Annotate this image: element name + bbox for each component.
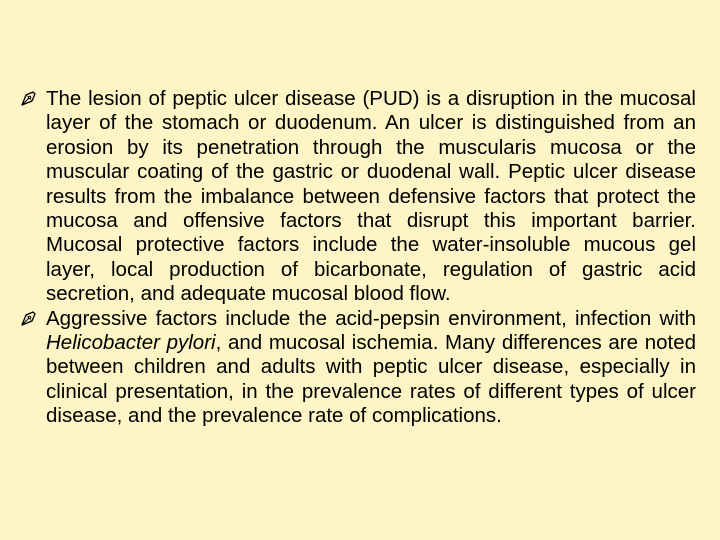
pen-nib-icon <box>20 309 38 327</box>
bullet-item <box>20 87 696 307</box>
bullet-item <box>20 307 696 429</box>
bullet-text-part: Aggressive factors include the acid-pepsin environment, infection with <box>46 306 696 330</box>
bullet-list <box>20 87 696 429</box>
bullet-text <box>46 307 696 429</box>
bullet-text: The lesion of peptic ulcer disease (PUD) is a disruption in the mucosal layer of the stomach or duodenum. An ulcer is distinguished from an erosion by its penetration through the muscularis mucosa or the muscular coating of the gastric or duodenal wall. Peptic ulcer disease results from the imbalance between defensive factors that protect the mucosa and offensive factors that disrupt this important barrier. Mucosal protective factors include the water-insoluble mucous gel layer, local production of bicarbonate, regulation of gastric acid secretion, and adequate mucosal blood flow. <box>46 87 696 306</box>
pen-nib-icon <box>20 89 38 107</box>
organism-name: Helicobacter pylori <box>46 331 216 355</box>
bullet-text-part: , and mucosal ischemia. Many differences are noted between children and adults with peptic ulcer disease, especially in clinical presentation, in the prevalence rates of different types of ulcer disease, and the prevalence rate of complications. <box>46 331 696 428</box>
